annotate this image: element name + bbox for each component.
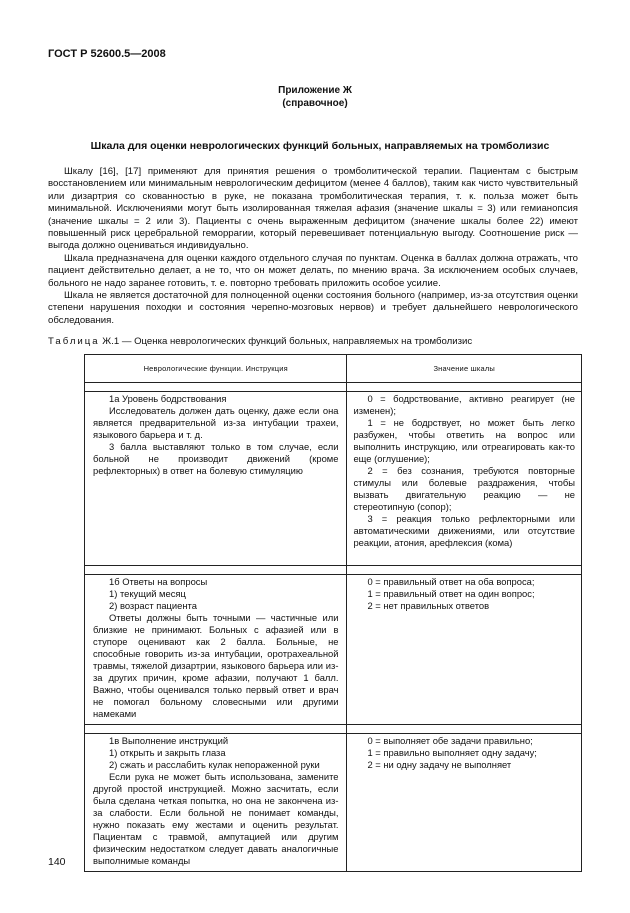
function-cell: [85, 575, 347, 725]
value-item: 0 = бодрствование, активно реагирует (не изменен);: [353, 393, 575, 416]
spacer-row: [85, 725, 582, 734]
function-title: 1в Выполнение инструкций: [109, 735, 229, 746]
function-text: Ответы должны быть точными — частичные или близкие не принимают. Больных с афазией или в ступоре оценивают как 2 балла. Больные, не способные говорить из-за интубации, оротрахеальной травмы, тяжелой дизартрии, языкового барьера или из-за других причин, кроме афазии, получают 1 балл. Важно, чтобы оценивался только первый ответ и врач не помогал больному словесными или другими намеками: [93, 612, 339, 719]
table-row: [85, 392, 582, 566]
function-subitem: 2) возраст пациента: [109, 600, 197, 611]
value-cell: [347, 392, 582, 566]
value-item: 3 = реакция только рефлекторными или автоматическими движениями, или отсутствие реакции, атония, арефлексия (кома): [353, 513, 575, 548]
function-text: Если рука не может быть использована, замените другой простой инструкцией. Можно засчитать, если была сделана четкая попытка, но она не закончена из-за слабости. Если больной не понимает команды, нужно показать ему жестами и оценить результат. Пациентам с травмой, ампутацией или другим физическим недостатком следует давать аналогичные выполнимые команды: [93, 771, 339, 866]
value-cell: [347, 734, 582, 872]
function-cell: [85, 734, 347, 872]
main-title: Шкала для оценки неврологических функций больных, направляемых на тромболизис: [90, 140, 550, 152]
function-subitem: 2) сжать и расслабить кулак непораженной руки: [109, 759, 320, 770]
table-header-row: [85, 355, 582, 383]
spacer-row: [85, 383, 582, 392]
value-item: 2 = нет правильных ответов: [367, 600, 490, 611]
table-row: [85, 734, 582, 872]
function-text: 3 балла выставляют только в том случае, если больной не производит движений (кроме рефлекторных) в ответ на болевую стимуляцию: [93, 441, 339, 476]
function-title: 1б Ответы на вопросы: [109, 576, 208, 587]
paragraph: Шкалу [16], [17] применяют для принятия решения о тромболитической терапии. Пациентам с быстрым восстановлением или минимальным неврологическим дефицитом (менее 4 баллов), таким как чисто чувствительный или дизартрия со скованностью в руке, не показана тромболитическая терапия, т. к. польза может быть минимальной. Исключениями могут быть изолированная тяжелая афазия (значение шкалы = 3) или гемианопсия (значение шкалы = 2 или 3). Пациенты с очень выраженным дефицитом (значение шкалы более 22) имеют повышенный риск церебральной геморрагии, который перевешивает потенциальную выгоду. Соотношение риск — выгода должно оцениваться индивидуально.: [48, 166, 578, 252]
value-item: 0 = правильный ответ на оба вопроса;: [367, 576, 535, 587]
appendix-type: (справочное): [282, 98, 348, 109]
function-text: Исследователь должен дать оценку, даже если она является предварительной из-за интубации трахеи, языкового барьера и т. д.: [93, 405, 339, 440]
table-caption-text: Ж.1 — Оценка неврологических функций больных, направляемых на тромболизис: [102, 336, 473, 347]
standard-header: ГОСТ Р 52600.5—2008: [48, 48, 166, 60]
page-number: 140: [48, 856, 66, 868]
value-item: 1 = не бодрствует, но может быть легко разбужен, чтобы ответить на вопрос или выполнить инструкцию, или отреагировать как-то еще (оглушение);: [353, 417, 575, 464]
column-header-values: Значение шкалы: [347, 355, 582, 383]
paragraph: Шкала предназначена для оценки каждого отдельного случая по пунктам. Оценка в баллах должна отражать, что пациент действительно делает, а не то, что он может делать, по мнению врача. За исключением особых случаев, больного не надо заранее готовить, т. е. повторно требовать приложить особое усилие.: [48, 252, 578, 289]
function-title: 1а Уровень бодрствования: [109, 393, 227, 404]
intro-text: [48, 166, 578, 327]
value-item: 0 = выполняет обе задачи правильно;: [367, 735, 533, 746]
value-item: 1 = правильный ответ на один вопрос;: [367, 588, 535, 599]
scale-table: [84, 354, 582, 872]
table-caption-prefix: Таблица: [48, 336, 100, 347]
table-row: [85, 575, 582, 725]
function-cell: [85, 392, 347, 566]
table-caption: [48, 336, 472, 347]
function-subitem: 1) открыть и закрыть глаза: [109, 747, 226, 758]
value-cell: [347, 575, 582, 725]
value-item: 2 = без сознания, требуются повторные стимулы или болевые раздражения, чтобы вызвать двигательную реакцию — не стереотипную (сопор);: [353, 465, 575, 512]
function-subitem: 1) текущий месяц: [109, 588, 186, 599]
column-header-functions: Неврологические функции. Инструкция: [85, 355, 347, 383]
paragraph: Шкала не является достаточной для полноценной оценки состояния больного (например, из-за отсутствия оценки степени нарушения походки и состояния черепно-мозговых нервов) и требует дальнейшего неврологического обследования.: [48, 290, 578, 326]
value-item: 2 = ни одну задачу не выполняет: [367, 759, 512, 770]
value-item: 1 = правильно выполняет одну задачу;: [367, 747, 537, 758]
spacer-row: [85, 566, 582, 575]
appendix-title: Приложение Ж: [278, 85, 352, 96]
